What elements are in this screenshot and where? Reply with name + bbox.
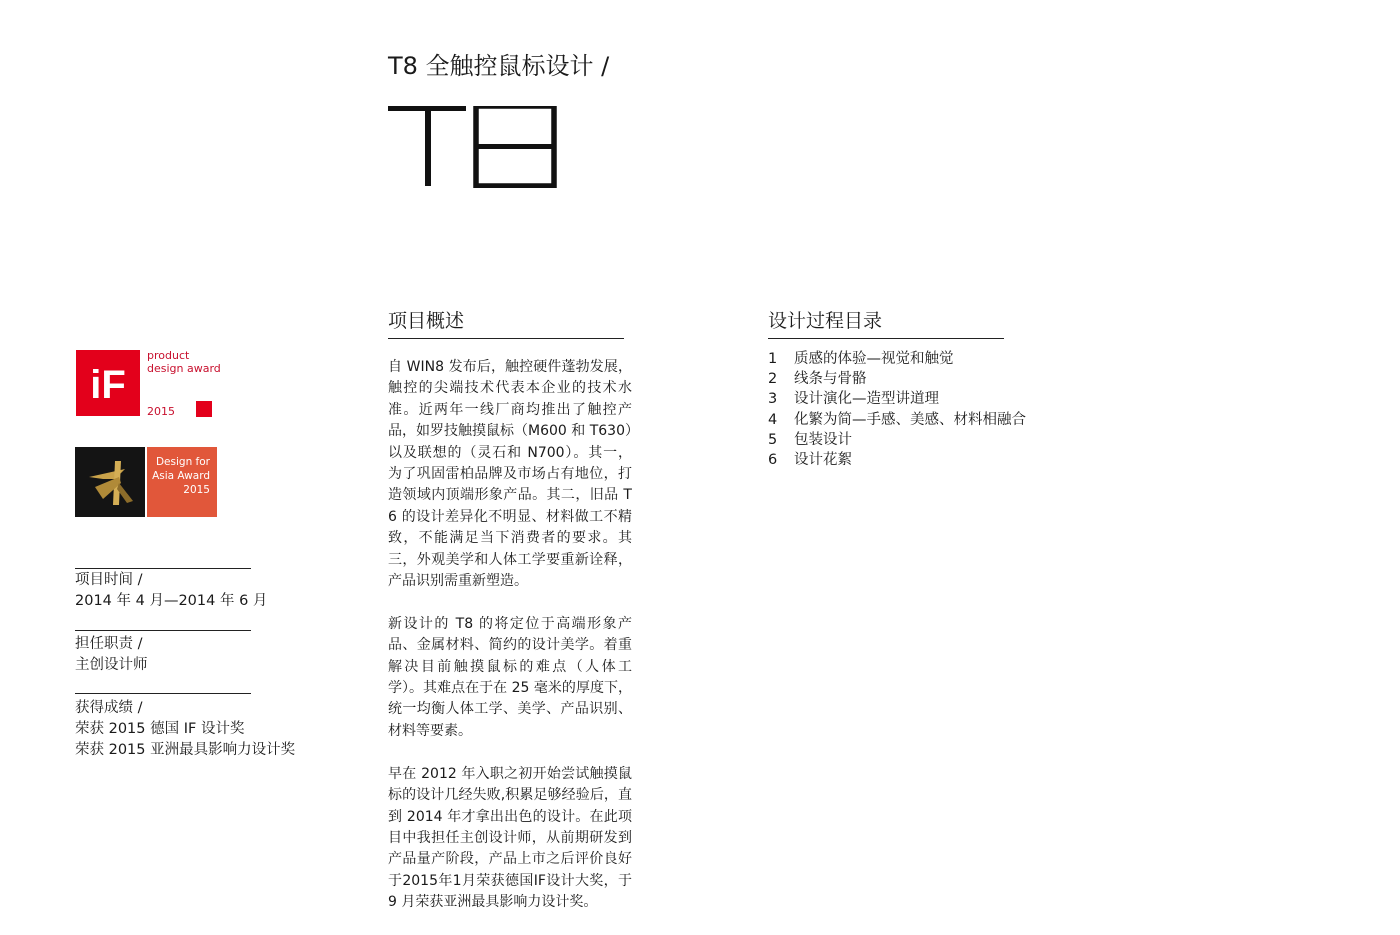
toc-item <box>768 430 1026 450</box>
svg-text:iF: iF <box>90 363 126 407</box>
toc-item <box>768 389 1026 409</box>
project-time-value: 2014 年 4 月—2014 年 6 月 <box>75 593 268 609</box>
dfa-award-logo <box>75 447 145 517</box>
overview-paragraph: 新设计的 T8 的将定位于高端形象产品、金属材料、简约的设计美学。着重解决目前触摸鼠标的难点（人体工学）。其难点在于在 25 毫米的厚度下，统一均衡人体工学、美学、产品识别、材料等要素。 <box>388 615 632 739</box>
toc-list <box>768 349 1026 470</box>
info-divider <box>75 693 251 694</box>
toc-item-label: 化繁为简—手感、美感、材料相融合 <box>794 411 1026 428</box>
big-title-t8 <box>388 106 558 188</box>
toc-item-number: 4 <box>768 411 778 428</box>
dfa-line-1: Design for <box>155 456 210 468</box>
toc-item-label: 包装设计 <box>794 431 852 448</box>
toc-item-number: 6 <box>768 452 778 469</box>
if-award-square <box>196 401 212 417</box>
toc-item-number: 5 <box>768 431 778 448</box>
toc-item <box>768 450 1026 470</box>
role-label: 担任职责 / <box>75 636 143 652</box>
dfa-star-icon <box>75 447 145 517</box>
toc-item <box>768 369 1026 389</box>
toc-item-number: 1 <box>768 351 778 367</box>
toc-item <box>768 349 1026 369</box>
dfa-line-3: 2015 <box>183 484 210 496</box>
overview-paragraph: 自 WIN8 发布后，触控硬件蓬勃发展，触控的尖端技术代表本企业的技术水准。近两年一线厂商均推出了触控产品，如罗技触摸鼠标（M600 和 T630）以及联想的（灵石和 N700）。其一，为了巩固雷柏品牌及市场占有地位，打造领域内顶端形象产品。其二，旧品 T6 的设计差异化不明显、材料做工不精致，不能满足当下消费者的要求。其三，外观美学和人体工学要重新诠释，产品识别需重新塑造。 <box>388 359 632 590</box>
if-award-text: product design award <box>147 349 221 375</box>
info-divider <box>75 568 251 569</box>
dfa-line-2: Asia Award <box>152 470 210 482</box>
dfa-award-text <box>147 447 217 517</box>
overview-heading: 项目概述 <box>388 308 624 339</box>
toc-item-label: 设计演化—造型讲道理 <box>794 391 939 408</box>
toc-item-label: 线条与骨骼 <box>794 371 867 388</box>
achievement-item: 荣获 2015 德国 IF 设计奖 <box>75 721 245 737</box>
achievement-item: 荣获 2015 亚洲最具影响力设计奖 <box>75 742 296 758</box>
toc-item <box>768 410 1026 430</box>
info-divider <box>75 630 251 631</box>
toc-item-label: 质感的体验—视觉和触觉 <box>794 351 954 367</box>
toc-item-number: 2 <box>768 371 778 388</box>
project-time-label: 项目时间 / <box>75 572 143 588</box>
if-award-year: 2015 <box>147 405 175 418</box>
toc-heading: 设计过程目录 <box>768 308 1004 339</box>
if-logo-icon <box>83 358 133 408</box>
overview-paragraph: 早在 2012 年入职之初开始尝试触摸鼠标的设计几经失败,积累足够经验后，直到 2014 年才拿出出色的设计。在此项目中我担任主创设计师，从前期研发到产品量产阶段，产品上市之后评价良好于2015年1月荣获德国IF设计大奖，于 9 月荣获亚洲最具影响力设计奖。 <box>388 765 632 911</box>
overview-body <box>388 357 632 935</box>
if-award-logo <box>76 350 140 416</box>
role-value: 主创设计师 <box>75 657 148 673</box>
toc-item-label: 设计花絮 <box>794 452 852 469</box>
page-subtitle: T8 全触控鼠标设计 / <box>388 52 610 80</box>
achievement-label: 获得成绩 / <box>75 700 143 716</box>
toc-item-number: 3 <box>768 391 778 408</box>
